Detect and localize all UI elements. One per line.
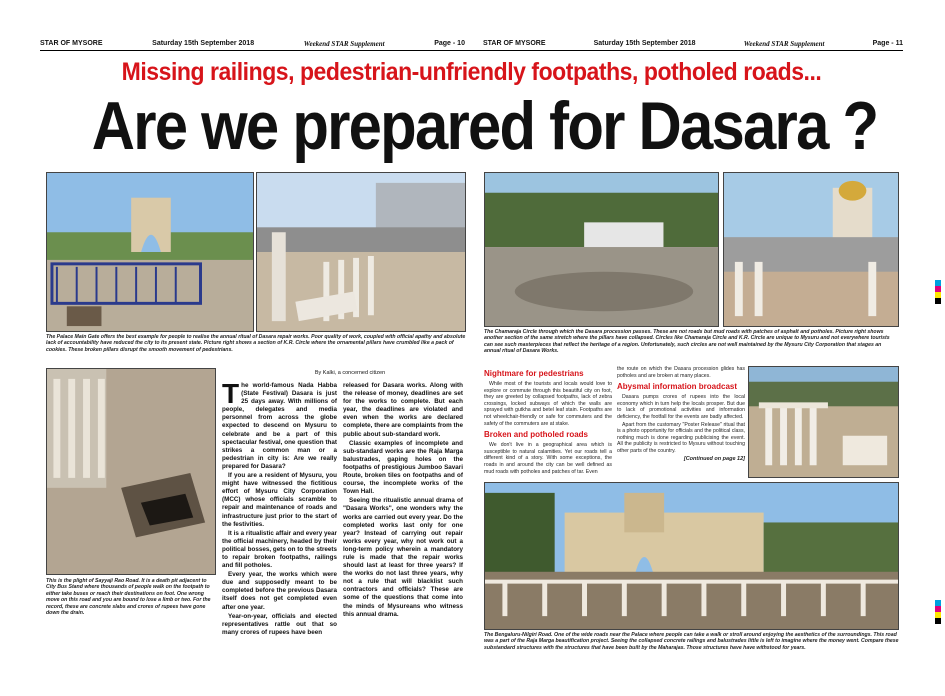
sidebar-column-2 (617, 366, 745, 462)
article-paragraph: Every year, the works which were due and supposedly meant to be completed before the previous Dasara itself does not get completed even after one year. (222, 571, 337, 611)
photo-broken-railing (748, 366, 899, 478)
photo-sayyaji-rao-road (46, 368, 216, 575)
subhead-broadcast: Abysmal information broadcast (617, 382, 738, 392)
article-column-2 (343, 382, 463, 620)
caption-bottom-right: The Bengaluru-Nilgiri Road. One of the wide roads near the Palace where people can take a walk or stroll around enjoying the aesthetics of the surroundings. This road was a part of the Raja Marga beautification project. Seeing the collapsed concrete railings and balustrades little is left to imagine where the money went. Compare these substandard structures with the structures that have been built by the Maharajas. Those structures have have withstood for years. (484, 632, 899, 651)
article-paragraph: Year-on-year, officials and elected representatives rattle out that so many crores of rupees have been (222, 612, 337, 636)
registration-marks (935, 600, 941, 624)
photo-circle-pillars (723, 172, 899, 327)
kicker-headline: Missing railings, pedestrian-unfriendly footpaths, potholed roads... (121, 58, 822, 86)
article-paragraph: released for Dasara works. Along with the release of money, deadlines are set for the works to complete. But each year, the deadlines are violated and even when the works are declared complete, there are complaints from the public about sub-standard work. (343, 382, 463, 438)
header-rule (40, 50, 903, 51)
caption-top-right: The Chamaraja Circle through which the Dasara procession passes. These are not roads but mud roads with patches of asphalt and potholes. Picture right shows another section of the same stretch where the pillars have collapsed. Circles like Chamaraja Circle and K.R. Circle are unique to Mysuru and not everywhere tourists can see such masterpieces that reflect the heritage of a region. Unfortunately, such circles are not well maintained by the Mysuru City Corporation that stages an annual ritual of Dasara Works. (484, 329, 890, 355)
supplement-name: Weekend STAR Supplement (303, 39, 385, 48)
page-number: Page - 11 (872, 40, 903, 47)
sidebar-paragraph: While most of the tourists and locals would love to explore or commute through this beautiful city on foot, they are greeted by collapsed footpaths, lack of zebra crossings, locked subways of which the walls are sprayed with gutkha and betel leaf stain. Footpaths are not wheelchair-friendly or safe for commuters and the safety of the commuters are at stake. (484, 381, 612, 427)
page-header-right (483, 38, 903, 49)
issue-date: Saturday 15th September 2018 (152, 40, 255, 47)
issue-date: Saturday 15th September 2018 (593, 40, 696, 47)
subhead-pedestrians: Nightmare for pedestrians (484, 369, 584, 378)
byline: By Kalki, a concerned citizen (314, 370, 386, 376)
continued-note: [Continued on page 12] (683, 455, 745, 462)
article-paragraph: It is a ritualistic affair and every year the official machinery, headed by their political bosses, gets on to the streets to repair broken footpaths, railings and fill potholes. (222, 529, 337, 570)
article-column-1 (222, 378, 337, 638)
sidebar-paragraph: the route on which the Dasara procession glides has potholes and are broken at many places. (617, 366, 745, 379)
page-number: Page - 10 (434, 40, 465, 47)
registration-marks (935, 280, 941, 304)
article-paragraph: Seeing the ritualistic annual drama of "Dasara Works", one wonders why the works are carried out every year. Do the completed works last only for one year? Instead of carrying out repair works every year, why not work out a long-term policy wherein a mandatory rule is made that the repair works should last at least for three years? If the works do not last three years, why not a rule that will blacklist such contractors and officials? These are some of the questions that come into the minds of Mysureans who witness this annual drama. (343, 497, 463, 618)
supplement-name: Weekend STAR Supplement (743, 39, 825, 48)
article-paragraph: he world-famous Nada Habba (State Festival) Dasara is just 25 days away. With millions of people, delegates and media personnel from across the globe expected to descend on Mysuru to celebrate and be a part of this spectacular festival, one question that strikes a common man or a pedestrian in city is: Are we really prepared for Dasara? (222, 382, 337, 470)
sidebar-paragraph: Dasara pumps crores of rupees into the local economy which in turn help the locals prosper. But due to lack of promotional activities and information deficiency, the footfall for the events are badly affected. (617, 394, 745, 420)
subhead-roads: Broken and potholed roads (484, 430, 589, 440)
drop-cap: T (222, 378, 240, 409)
article-paragraph: If you are a resident of Mysuru, you might have witnessed the fictitious effort of Mysuru City Corporation (MCC) whose officials scramble to repair and maintenance of roads and infrastructure just prior to the start of the festivities. (222, 472, 337, 528)
photo-palace-gate (46, 172, 254, 332)
sidebar-column-1 (484, 366, 612, 476)
main-headline: Are we prepared for Dasara ? (91, 88, 878, 164)
paper-name: STAR OF MYSORE (483, 40, 546, 47)
photo-chamaraja-circle (484, 172, 719, 327)
photo-bengaluru-nilgiri-road (484, 482, 899, 630)
article-paragraph: Classic examples of incomplete and sub-standard works are the Raja Marga balustrades, gaping holes on the footpaths of prestigious Jumboo Savari Route, broken tiles on footpaths and of course, the incomplete works of the Town Hall. (343, 439, 463, 496)
paper-name: STAR OF MYSORE (40, 40, 103, 47)
photo-kr-circle (256, 172, 466, 332)
caption-left-photo: This is the plight of Sayyaji Rao Road. It is a death pit adjacent to City Bus Stand where thousands of people walk on the footpath to either take buses or reach their destinations on foot. One wrong move on this road and you are bound to lose a limb or two. For the record, these are concrete slabs and crores of rupees have gone down the drain. (46, 578, 211, 617)
caption-top-left: The Palace Main Gate offers the best example for people to realise the annual ritual of Dasara repair works. Poor quality of work, coupled with official apathy and absolute lack of accountability have reduced the city to its present state. Picture right shows a section of K.R. Circle where the ornamental pillars have crumbled like a pack of cookies. These broken pillars disrupt the smooth movement of pedestrians. (46, 334, 466, 353)
sidebar-paragraph: Apart from the customary "Poster Release" ritual that is a photo opportunity for officials and the political class, nothing much is done regarding publicising the event. All the publicity is restricted to Mysuru without touching other parts of the country. (617, 421, 745, 454)
sidebar-paragraph: We don't live in a geographical area which is susceptible to natural calamities. Yet our roads tell a different kind of a story. With some exceptions, the roads in and around the city can be well defined as mud roads with potholes and patches of tar. Even (484, 442, 612, 475)
page-header-left (40, 38, 465, 49)
